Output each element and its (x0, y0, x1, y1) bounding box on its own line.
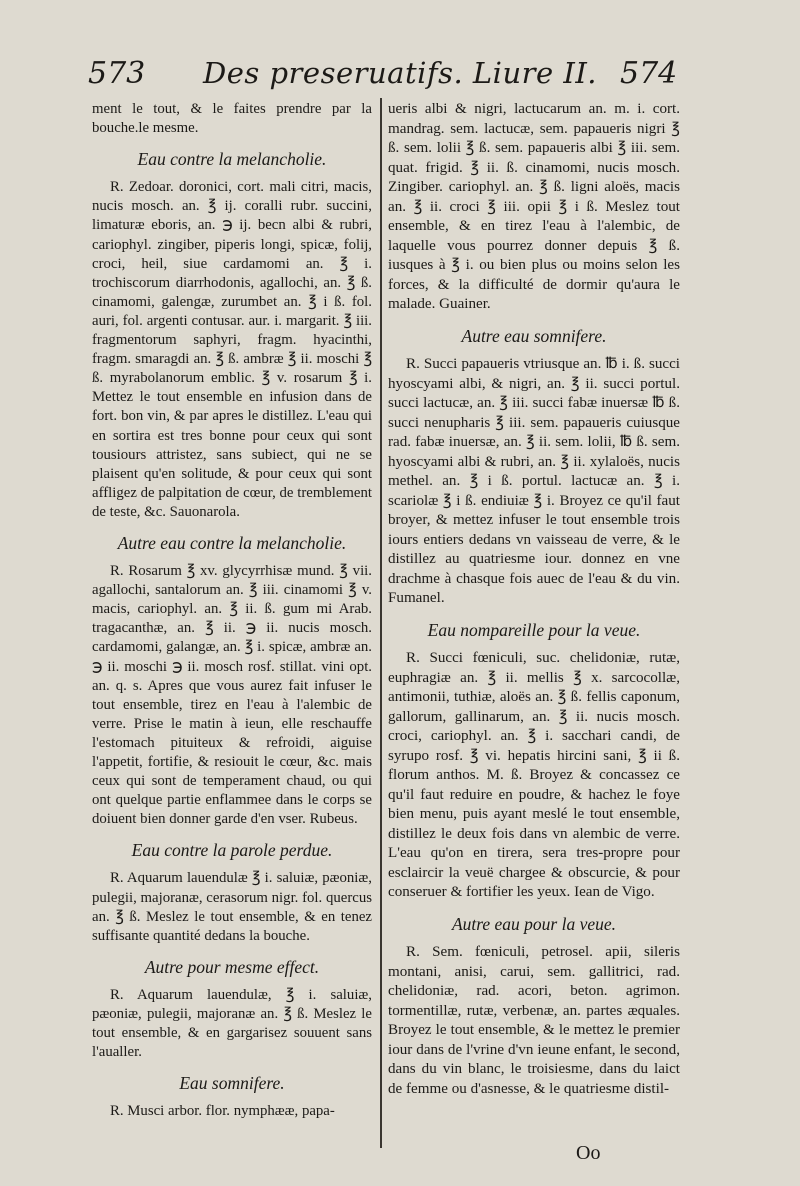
heading-autre-eau-veue: Autre eau pour la veue. (451, 913, 617, 934)
recipe-text: R. Rosarum ℥ xv. glycyrrhisæ mund. ℥ vii. agallochi, santalorum an. ℥ iii. cinamomi ℥ v. macis, cariophyl. an. ℥ ii. ß. gum mi Arab. tragacanthæ, an. ℥ ii. ℈ ii. nucis mosch. cardamomi, galangæ, an. ℥ i. spicæ, ambræ an. ℈ ii. moschi ℈ ii. mosch rosf. stillat. vini opt. an. q. s. Apres que vous aurez fait infuser le tout ensemble, tirez en l'eau à l'alembic de verre. Prise le matin à ieun, elle reschauffe l'estomach pituiteux & refroidi, aiguise l'appetit, fortifie, & resiouit le cœur, &c. mais ceux qui sont de temperament chaud, ou qui ont quelque partie enflammee dans le corps se doiuent bien donner garde d'en vser. Rubeus. (92, 563, 372, 828)
column-divider (380, 98, 382, 1148)
recipe-text: R. Zedoar. doronici, cort. mali citri, macis, nucis mosch. an. ℥ ij. coralli rubr. succini, limaturæ eboris, an. ℈ ij. becn albi & rubri, cariophyl. zingiber, piperis longi, spicæ, folij, croci, heil, siue cardamomi an. ℥ i. trochiscorum diarrhodonis, agallochi, an. ℥ ß. cinamomi, galengæ, zurumbet an. ℥ i ß. fol. auri, fol. argenti contusar. aur. i. margarit. ℥ iii. fragmentorum saphyri, fragm. hyacinthi, fragm. smaragdi an. ℥ ß. ambræ ℥ ii. moschi ℥ ß. myrabolanorum emblic. ℥ v. rosarum ℥ i. Mettez le tout ensemble en infusion dans de fort. bon vin, & par apres le distillez. L'eau qui en sortira est tres bonne pour ceux qui sont tousiours attristez, sans subiect, qui ne se plaisent qu'en solitude, & pour ceux qui sont affligez de palpitation de cœur, de tremblement de teste, &c. Sauonarola. (92, 179, 372, 520)
heading-eau-contre-melancholie: Eau contre la melancholie. (137, 149, 327, 170)
page-number-right: 574 (620, 56, 678, 91)
running-title: Des preseruatifs. Liure II. (202, 56, 598, 90)
heading-eau-nompareille-veue: Eau nompareille pour la veue. (427, 619, 641, 640)
recipe-text: R. Aquarum lauendulæ, ℥ i. saluiæ, pæoniæ, pulegii, majoranæ an. ℥ ß. Meslez le tout ensemble, & en gargarisez souuent sans l'aualler. (92, 986, 372, 1061)
right-column (388, 100, 680, 1099)
page-header (0, 52, 800, 98)
right-opening-text: ueris albi & nigri, lactucarum an. m. i. cort. mandrag. sem. lactucæ, sem. papaueris nigri ℥ ß. sem. lolii ℥ ß. sem. papaueris albi ℥ iii. sem. quat. frigid. ℥ ii. ß. cinamomi, nucis mosch. Zingiber. cariophyl. an. ℥ ß. ligni aloës, macis an. ℥ ii. croci ℥ iii. opii ℥ i ß. Meslez tout ensemble, & en tirez l'eau à l'alembic, de laquelle vous pourrez donner depuis ℥ ß. iusques à ℥ i. ou bien plus ou moins selon les forces, & la difficulté de dormir qu'aura le malade. Guainer. (388, 101, 680, 312)
recipe-text: R. Sem. fœniculi, petrosel. apii, sileris montani, anisi, carui, sem. gallitrici, rad. chelidoniæ, rad. acori, beton. agrimon. tormentillæ, rutæ, verbenæ, an. partes æquales. Broyez le tout ensemble, & le mettez le premier iour dans de l'vrine d'vn ieune enfant, le second, dans du vin blanc, le troisiesme, dans du laict de femme ou d'asnesse, & le quatriesme distil- (388, 944, 680, 1097)
heading-mesme-effect: Autre pour mesme effect. (144, 956, 320, 977)
heading-autre-eau-somnifere: Autre eau somnifere. (461, 325, 607, 346)
heading-parole-perdue: Eau contre la parole perdue. (131, 840, 333, 861)
heading-autre-eau-melancholie: Autre eau contre la melancholie. (117, 532, 347, 553)
heading-eau-somnifere: Eau somnifere. (179, 1073, 285, 1094)
recipe-text: R. Aquarum lauendulæ ℥ i. saluiæ, pæoniæ, pulegii, majoranæ, cerasorum nigr. fol. quercus an. ℥ ß. Meslez le tout ensemble, & en tenez suffisante quantité dedans la bouche. (92, 870, 372, 944)
recipe-text: R. Succi papaueris vtriusque an. ℔ i. ß. succi hyoscyami albi, & nigri, an. ℥ ii. succi portul. succi lactucæ, an. ℥ iii. succi fabæ inuersæ ℔ ß. succi nenupharis ℥ iii. sem. papaueris cuiusque rad. fabæ inuersæ, an. ℥ ii. sem. lolii, ℔ ß. sem. hyoscyami albi & rubri, an. ℥ ii. xylaloës, nucis methel. an. ℥ i ß. portul. lactucæ an. ℥ i. scariolæ ℥ i ß. endiuiæ ℥ i. Broyez ce qu'il faut broyer, & mettez infuser le tout ensemble trois iours entiers dedans vn vaisseau de verre, & le distillez au quatriesme iour. donnez en vne drachme à chasque fois auec de l'eau & du vin. Fumanel. (388, 356, 680, 606)
left-opening-text: ment le tout, & le faites prendre par la bouche.le mesme. (92, 101, 372, 137)
catchword: Oo (576, 1142, 601, 1164)
recipe-text: R. Succi fœniculi, suc. chelidoniæ, rutæ, euphragiæ an. ℥ ii. mellis ℥ x. sarcocollæ, antimonii, tuthiæ, aloës an. ℥ ß. fellis caponum, gallorum, gallinarum, an. ℥ ii. nucis mosch. croci, cariophyl. an. ℥ i. sacchari candi, de syrupo rosf. ℥ vi. hepatis hircini sani, ℥ ii ß. florum anthos. M. ß. Broyez & concassez ce qu'il faut reduire en poudre, & hachez le foye bien menu, puis ayant meslé le tout ensemble, distillez le deux fois dans vn alembic de verre. L'eau qu'on en tirera, sera tres-propre pour esclaircir la veuë chargee & obscurcie, & pour conseruer & fortifier les yeux. Iean de Vigo. (388, 650, 680, 900)
recipe-text: R. Musci arbor. flor. nymphææ, papa- (110, 1103, 335, 1120)
left-column (92, 100, 372, 1122)
page-number-left: 573 (88, 56, 146, 91)
